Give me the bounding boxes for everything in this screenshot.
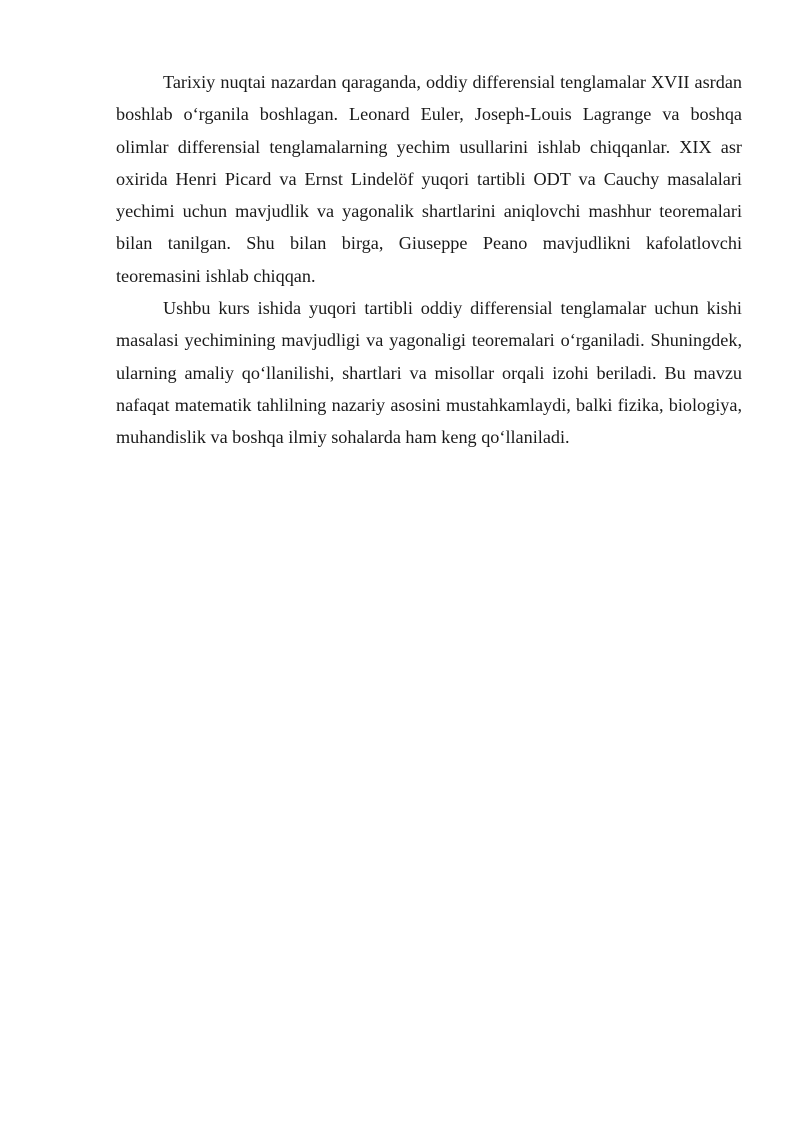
body-text (116, 66, 742, 454)
paragraph-course-scope: Ushbu kurs ishida yuqori tartibli oddiy differensial tenglamalar uchun kishi masalasi yechimining mavjudligi va yagonaligi teoremalari o‘rganiladi. Shuningdek, ularning amaliy qo‘llanilishi, shartlari va misollar orqali izohi beriladi. Bu mavzu nafaqat matematik tahlilning nazariy asosini mustahkamlaydi, balki fizika, biologiya, muhandislik va boshqa ilmiy sohalarda ham keng qo‘llaniladi. (116, 298, 742, 448)
paragraph-history: Tarixiy nuqtai nazardan qaraganda, oddiy differensial tenglamalar XVII asrdan boshlab o‘rganila boshlagan. Leonard Euler, Joseph-Louis Lagrange va boshqa olimlar differensial tenglamalarning yechim usullarini ishlab chiqqanlar. XIX asr oxirida Henri Picard va Ernst Lindelöf yuqori tartibli ODT va Cauchy masalalari yechimi uchun mavjudlik va yagonalik shartlarini aniqlovchi mashhur teoremalari bilan tanilgan. Shu bilan birga, Giuseppe Peano mavjudlikni kafolatlovchi teoremasini ishlab chiqqan. (116, 72, 742, 286)
